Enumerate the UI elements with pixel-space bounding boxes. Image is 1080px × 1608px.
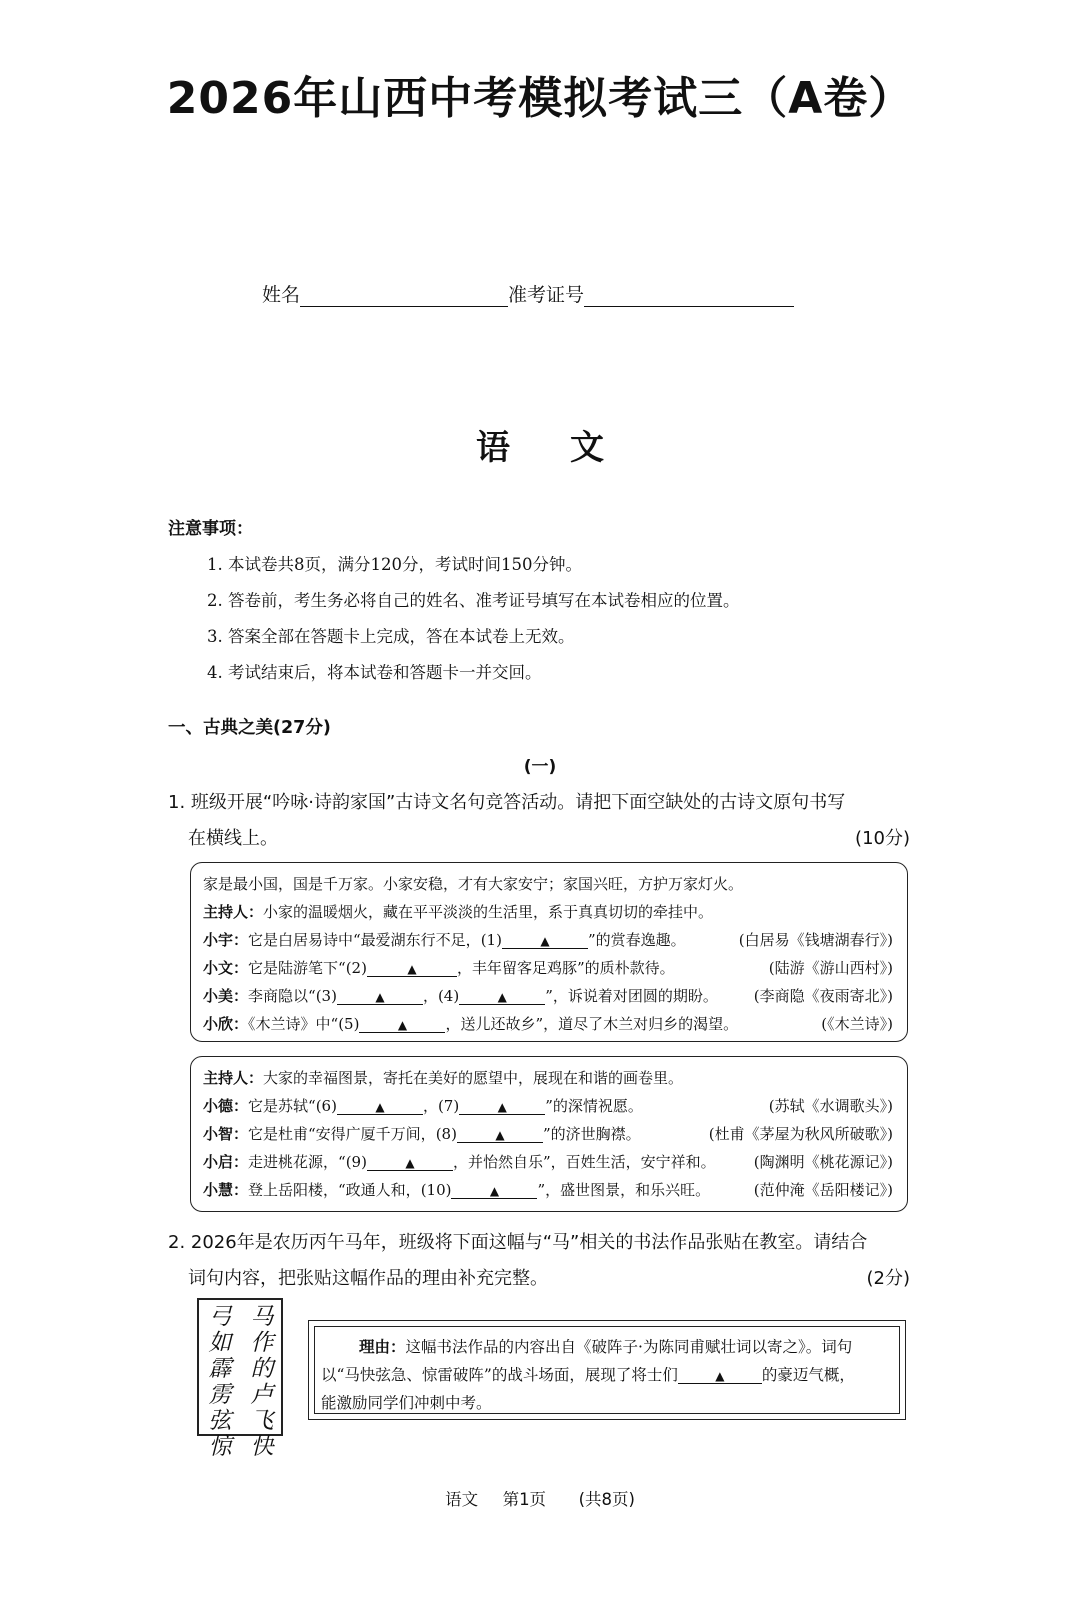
answer-row: 小宇：它是白居易诗中“最爱湖东行不足，(1) ▲ ”的赏春逸趣。: [203, 931, 686, 949]
answer-blank-10[interactable]: ▲: [451, 1181, 537, 1199]
notice-item: 4. 考试结束后，将本试卷和答题卡一并交回。: [207, 663, 542, 682]
notice-item: 1. 本试卷共8页，满分120分，考试时间150分钟。: [207, 555, 582, 574]
question-2-score: (2分): [866, 1268, 910, 1289]
source-citation: (范仲淹《岳阳楼记》): [753, 1181, 893, 1199]
reason-line-2: 以“马快弦急、惊雷破阵”的战斗场面，展现了将士们 ▲ 的豪迈气概，: [321, 1366, 855, 1384]
answer-blank-3[interactable]: ▲: [337, 987, 423, 1005]
exam-id-field[interactable]: [584, 286, 794, 307]
question-2-text-cont: 词句内容，把张贴这幅作品的理由补充完整。: [188, 1268, 548, 1289]
host-line: 主持人：大家的幸福图景，寄托在美好的愿望中，展现在和谐的画卷里。: [203, 1069, 684, 1087]
notice-heading: 注意事项：: [168, 519, 253, 539]
source-citation: (杜甫《茅屋为秋风所破歌》): [708, 1125, 893, 1143]
notice-item: 3. 答案全部在答题卡上完成，答在本试卷上无效。: [207, 627, 575, 646]
question-1-score: (10分): [855, 828, 910, 849]
answer-row: 小德：它是苏轼“(6) ▲ ，(7) ▲ ”的深情祝愿。: [203, 1097, 643, 1115]
answer-row: 小启：走进桃花源，“(9) ▲ ，并怡然自乐”，百姓生活，安宁祥和。: [203, 1153, 716, 1171]
source-citation: (李商隐《夜雨寄北》): [753, 987, 893, 1005]
calligraphy-column-right: 马作的卢飞快: [250, 1304, 274, 1460]
reason-line-1: 理由：这幅书法作品的内容出自《破阵子·为陈同甫赋壮词以寄之》。词句: [359, 1337, 853, 1356]
footer-subject: 语文: [445, 1490, 479, 1509]
name-label: 姓名: [262, 284, 301, 306]
exam-id-label: 准考证号: [508, 284, 585, 306]
name-field[interactable]: [300, 286, 508, 307]
reason-box-inner: [314, 1326, 900, 1414]
answer-blank-2[interactable]: ▲: [367, 959, 457, 977]
answer-blank-4[interactable]: ▲: [459, 987, 545, 1005]
reason-answer-blank[interactable]: ▲: [678, 1366, 762, 1384]
calligraphy-column-left: 弓如霹雳弦惊: [208, 1304, 232, 1460]
source-citation: (陆游《游山西村》): [768, 959, 893, 977]
question-1-text-cont: 在横线上。: [188, 828, 278, 849]
notice-item: 2. 答卷前，考生务必将自己的姓名、准考证号填写在本试卷相应的位置。: [207, 591, 740, 610]
candidate-info-row: [262, 280, 794, 307]
footer-total: (共8页): [578, 1490, 635, 1509]
quiz-box-1: [190, 862, 908, 1042]
source-citation: (苏轼《水调歌头》): [768, 1097, 893, 1115]
question-1-text: 1. 班级开展“吟咏·诗韵家国”古诗文名句竞答活动。请把下面空缺处的古诗文原句书写: [168, 792, 846, 813]
section-heading: 一、古典之美(27分): [168, 718, 331, 738]
answer-blank-6[interactable]: ▲: [337, 1097, 423, 1115]
question-2-text: 2. 2026年是农历丙午马年，班级将下面这幅与“马”相关的书法作品张贴在教室。请结合: [168, 1232, 868, 1253]
reason-box: [308, 1320, 906, 1420]
answer-row: 小慧：登上岳阳楼，“政通人和，(10) ▲ ”，盛世图景，和乐兴旺。: [203, 1181, 711, 1199]
host-line: 主持人：小家的温暖烟火，藏在平平淡淡的生活里，系于真真切切的牵挂中。: [203, 903, 714, 921]
page-footer: [0, 1486, 1080, 1510]
reason-line-3: 能激励同学们冲刺中考。: [321, 1394, 492, 1412]
box-intro: 家是最小国，国是千万家。小家安稳，才有大家安宁；家国兴旺，方护万家灯火。: [203, 875, 744, 893]
answer-row: 小欣：《木兰诗》中“(5) ▲ ，送儿还故乡”，道尽了木兰对归乡的渴望。: [203, 1015, 739, 1033]
part-heading: (一): [523, 757, 557, 777]
answer-row: 小美：李商隐以“(3) ▲ ，(4) ▲ ”，诉说着对团圆的期盼。: [203, 987, 718, 1005]
answer-blank-7[interactable]: ▲: [459, 1097, 545, 1115]
answer-blank-1[interactable]: ▲: [502, 931, 588, 949]
quiz-box-2: [190, 1056, 908, 1212]
subject-title: 语文: [476, 428, 664, 468]
footer-page: 第1页: [502, 1490, 547, 1509]
answer-blank-8[interactable]: ▲: [457, 1125, 543, 1143]
source-citation: (陶渊明《桃花源记》): [753, 1153, 893, 1171]
exam-title: 2026年山西中考模拟考试三（A卷）: [166, 73, 914, 124]
answer-row: 小智：它是杜甫“安得广厦千万间，(8) ▲ ”的济世胸襟。: [203, 1125, 641, 1143]
answer-row: 小文：它是陆游笔下“(2) ▲ ，丰年留客足鸡豚”的质朴款待。: [203, 959, 675, 977]
calligraphy-artwork: [197, 1298, 283, 1460]
source-citation: (《木兰诗》): [821, 1015, 893, 1033]
answer-blank-5[interactable]: ▲: [359, 1015, 445, 1033]
source-citation: (白居易《钱塘湖春行》): [738, 931, 893, 949]
answer-blank-9[interactable]: ▲: [367, 1153, 453, 1171]
